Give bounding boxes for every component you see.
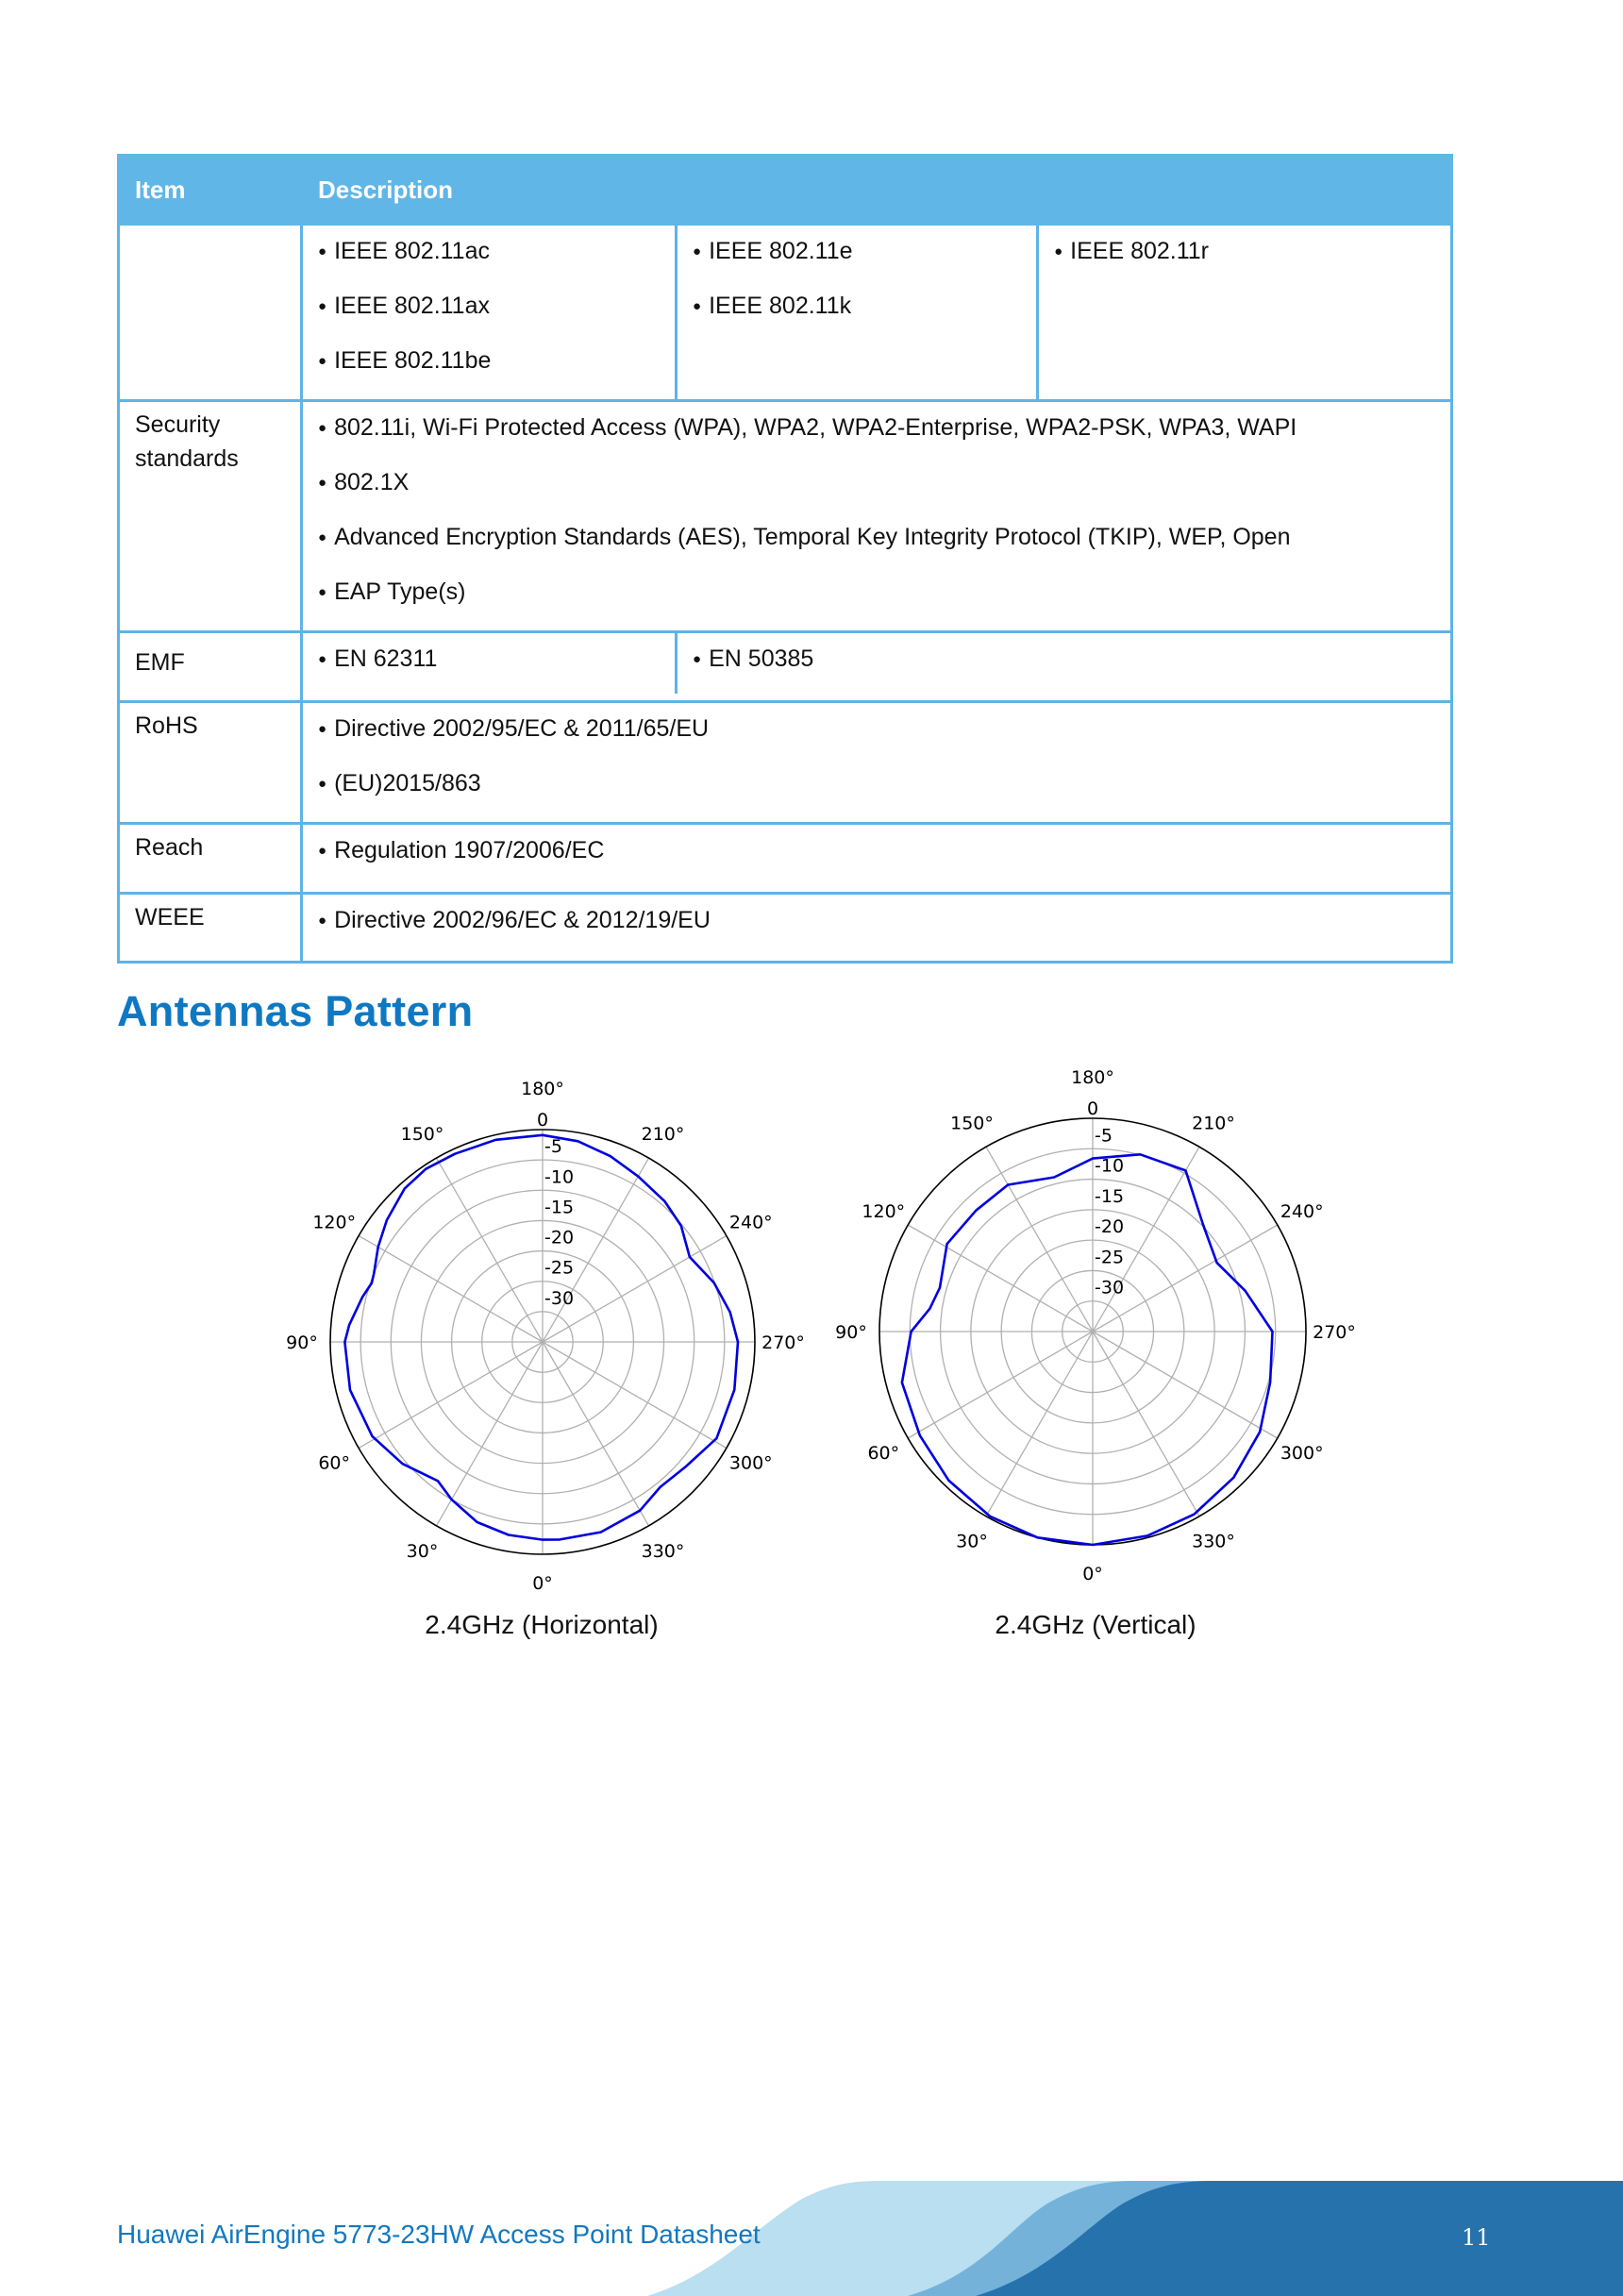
radial-tick-label: -10 xyxy=(544,1166,575,1188)
radial-tick-label: -15 xyxy=(544,1197,575,1218)
angle-tick-label: 180° xyxy=(521,1079,564,1099)
chart-caption-vertical: 2.4GHz (Vertical) xyxy=(995,1610,1196,1639)
grid-spoke xyxy=(1093,1332,1278,1438)
list-item: ● 802.1X xyxy=(318,457,1450,511)
description-column xyxy=(1036,226,1450,399)
list-item: ● EN 50385 xyxy=(693,633,1450,688)
description-column xyxy=(675,226,1036,399)
row-description xyxy=(302,894,1452,963)
list-item: ● IEEE 802.11k xyxy=(693,280,1036,335)
footer-document-title: Huawei AirEngine 5773-23HW Access Point Datasheet xyxy=(117,2220,761,2249)
grid-spoke xyxy=(543,1342,649,1526)
angle-tick-label: 0° xyxy=(1082,1564,1103,1584)
list-item: ● (EU)2015/863 xyxy=(318,758,1450,813)
polar-chart-horizontal xyxy=(259,1059,826,1625)
chart-caption-horizontal: 2.4GHz (Horizontal) xyxy=(425,1610,659,1639)
angle-tick-label: 300° xyxy=(728,1452,773,1474)
grid-spoke xyxy=(1093,1332,1199,1517)
radial-tick-label: -25 xyxy=(1095,1247,1125,1268)
angle-tick-label: 240° xyxy=(728,1212,773,1233)
row-item-label xyxy=(119,225,302,401)
radial-tick-label: -20 xyxy=(1095,1216,1125,1238)
pattern-line xyxy=(902,1154,1273,1545)
table-row xyxy=(119,401,1452,632)
list-item: ● EN 62311 xyxy=(318,633,675,688)
grid-spoke xyxy=(437,1158,544,1342)
description-column xyxy=(303,633,675,694)
angle-tick-label: 210° xyxy=(1192,1113,1235,1134)
row-description xyxy=(302,632,1452,702)
radial-tick-label: -30 xyxy=(544,1287,575,1309)
grid-spoke xyxy=(543,1342,727,1449)
row-item-label: WEEE xyxy=(119,894,302,963)
angle-tick-label: 150° xyxy=(950,1113,994,1134)
list-item: ● IEEE 802.11ax xyxy=(318,280,675,335)
list-item: ● IEEE 802.11r xyxy=(1054,226,1450,280)
list-item: ● Advanced Encryption Standards (AES), Temporal Key Integrity Protocol (TKIP), WEP, Open xyxy=(318,511,1450,566)
table-row xyxy=(119,702,1452,824)
row-description xyxy=(302,225,1452,401)
radial-tick-label: -5 xyxy=(544,1136,562,1158)
grid-spoke xyxy=(986,1332,1093,1517)
row-description xyxy=(302,702,1452,824)
section-title: Antennas Pattern xyxy=(117,987,474,1035)
description-column xyxy=(675,633,1450,694)
angle-tick-label: 180° xyxy=(1071,1067,1114,1088)
angle-tick-label: 30° xyxy=(406,1540,439,1562)
angle-tick-label: 30° xyxy=(956,1531,988,1552)
table-row xyxy=(119,824,1452,894)
radial-tick-label: -20 xyxy=(544,1227,575,1249)
list-item: ● IEEE 802.11ac xyxy=(318,226,675,280)
column-header-description: Description xyxy=(302,156,1452,225)
list-item: ● Directive 2002/95/EC & 2011/65/EU xyxy=(318,703,1450,758)
angle-tick-label: 270° xyxy=(1313,1322,1356,1343)
polar-chart-vertical xyxy=(810,1048,1376,1615)
list-item: ● Directive 2002/96/EC & 2012/19/EU xyxy=(318,895,1450,949)
grid-spoke xyxy=(908,1225,1093,1332)
angle-tick-label: 60° xyxy=(318,1452,351,1474)
row-description xyxy=(302,824,1452,894)
list-item: ● EAP Type(s) xyxy=(318,566,1450,621)
radial-tick-label: -15 xyxy=(1095,1185,1125,1207)
angle-tick-label: 270° xyxy=(761,1332,805,1353)
radial-tick-label: -10 xyxy=(1095,1155,1125,1177)
list-item: ● 802.11i, Wi-Fi Protected Access (WPA), WPA2, WPA2-Enterprise, WPA2-PSK, WPA3, WAPI xyxy=(318,402,1450,457)
list-item: ● IEEE 802.11be xyxy=(318,335,675,390)
angle-tick-label: 120° xyxy=(312,1212,357,1233)
column-header-item: Item xyxy=(119,156,302,225)
radial-tick-label: -30 xyxy=(1095,1277,1125,1299)
angle-tick-label: 240° xyxy=(1280,1201,1324,1222)
table-row xyxy=(119,225,1452,401)
radial-tick-label: -5 xyxy=(1095,1125,1113,1147)
radial-tick-label: 0 xyxy=(536,1110,549,1131)
page-number: 11 xyxy=(1462,2224,1491,2251)
row-item-label: RoHS xyxy=(119,702,302,824)
grid-spoke xyxy=(359,1342,543,1449)
row-item-label: Reach xyxy=(119,824,302,894)
spec-table xyxy=(117,154,1453,964)
table-row xyxy=(119,894,1452,963)
table-row xyxy=(119,632,1452,702)
row-description xyxy=(302,401,1452,632)
angle-tick-label: 120° xyxy=(862,1201,906,1222)
grid-spoke xyxy=(908,1332,1093,1438)
description-column xyxy=(303,226,675,399)
list-item: ● IEEE 802.11e xyxy=(693,226,1036,280)
list-item: ● Regulation 1907/2006/EC xyxy=(318,825,1450,880)
angle-tick-label: 90° xyxy=(286,1332,318,1353)
grid-spoke xyxy=(359,1236,543,1343)
pattern-line xyxy=(344,1135,738,1540)
angle-tick-label: 150° xyxy=(400,1124,444,1146)
angle-tick-label: 60° xyxy=(867,1443,900,1464)
angle-tick-label: 210° xyxy=(641,1124,685,1146)
angle-tick-label: 90° xyxy=(835,1322,867,1343)
radial-tick-label: 0 xyxy=(1086,1098,1099,1119)
row-item-label: Security standards xyxy=(119,401,302,632)
angle-tick-label: 330° xyxy=(641,1540,685,1562)
angle-tick-label: 330° xyxy=(1192,1531,1235,1552)
angle-tick-label: 0° xyxy=(532,1573,553,1594)
table-header-row xyxy=(119,156,1452,225)
radial-tick-label: -25 xyxy=(544,1257,575,1279)
angle-tick-label: 300° xyxy=(1280,1443,1324,1464)
grid-spoke xyxy=(437,1342,544,1526)
row-item-label: EMF xyxy=(119,632,302,702)
grid-spoke xyxy=(986,1147,1093,1332)
